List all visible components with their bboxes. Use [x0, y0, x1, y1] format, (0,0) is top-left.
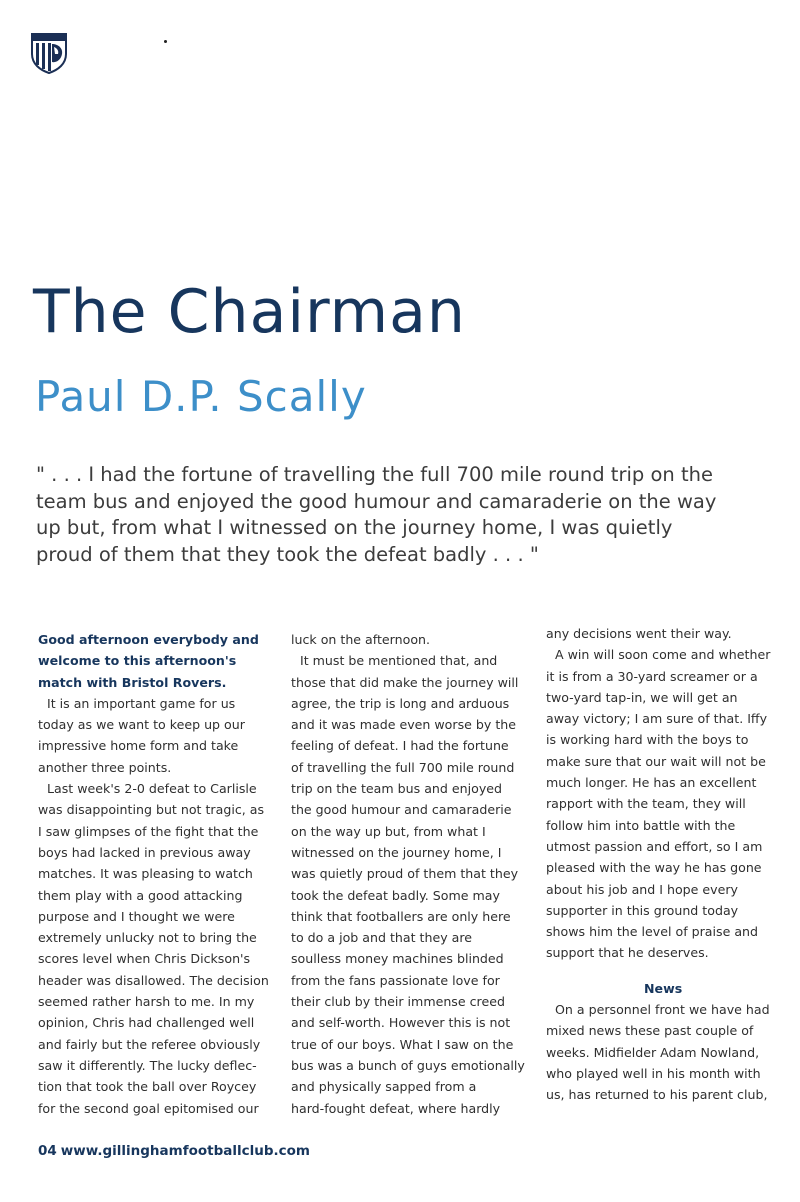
body-line: weeks. Midfielder Adam Nowland, — [546, 1044, 760, 1060]
page-footer — [38, 1143, 310, 1159]
pull-quote-line: up but, from what I witnessed on the journey home, I was quietly — [36, 516, 673, 539]
body-line: header was disallowed. The decision — [38, 972, 269, 988]
body-line: supporter in this ground today — [546, 902, 739, 918]
body-line: Last week's 2-0 defeat to Carlisle — [47, 781, 257, 797]
body-line: any decisions went their way. — [546, 626, 732, 641]
body-line: of travelling the full 700 mile round — [291, 759, 515, 775]
pull-quote — [36, 462, 776, 568]
body-line: them play with a good attacking — [38, 887, 243, 903]
body-line: much longer. He has an excellent — [546, 775, 757, 791]
body-line: the good humour and camaraderie — [291, 802, 512, 818]
body-line: tion that took the ball over Roycey — [38, 1079, 257, 1095]
body-line: about his job and I hope every — [546, 881, 739, 897]
body-line: witnessed on the journey home, I — [291, 844, 502, 860]
body-line: It is an important game for us — [47, 695, 236, 711]
article-column-1 — [38, 629, 269, 1119]
body-line: is working hard with the boys to — [546, 732, 749, 748]
body-line: rapport with the team, they will — [546, 796, 746, 812]
body-line: us, has returned to his parent club, — [546, 1087, 768, 1103]
body-line: bus was a bunch of guys emotionally — [291, 1057, 525, 1073]
body-line: impressive home form and take — [38, 738, 239, 754]
body-line: boys had lacked in previous away — [38, 844, 251, 860]
body-line: saw it differently. The lucky deflec- — [38, 1057, 257, 1073]
body-line: opinion, Chris had challenged well — [38, 1015, 255, 1031]
body-line: scores level when Chris Dickson's — [38, 951, 251, 967]
body-line: utmost passion and effort, so I am — [546, 838, 763, 854]
body-line: true of our boys. What I saw on the — [291, 1036, 514, 1052]
author-name: Paul D.P. Scally — [35, 372, 367, 421]
intro-line: welcome to this afternoon's — [38, 653, 237, 669]
body-line: agree, the trip is long and arduous — [291, 695, 510, 711]
body-line: and self-worth. However this is not — [291, 1015, 511, 1031]
body-line: and it was made even worse by the — [291, 717, 516, 733]
body-line: who played well in his month with — [546, 1065, 761, 1081]
body-line: luck on the afternoon. — [291, 632, 431, 647]
body-line: another three points. — [38, 759, 172, 775]
body-line: their club by their immense creed — [291, 994, 505, 1010]
body-line: soulless money machines blinded — [291, 951, 504, 967]
body-line: and physically sapped from a — [291, 1079, 477, 1095]
body-line: today as we want to keep up our — [38, 717, 245, 733]
body-line: extremely unlucky not to bring the — [38, 930, 257, 946]
body-line: On a personnel front we have had — [555, 1002, 770, 1018]
speck-mark — [164, 40, 167, 43]
body-line: was quietly proud of them that they — [291, 866, 519, 882]
pull-quote-line: proud of them that they took the defeat badly . . . " — [36, 542, 539, 566]
body-line: it is from a 30-yard screamer or a — [546, 668, 758, 684]
pull-quote-line: team bus and enjoyed the good humour and camaraderie on the way — [36, 489, 717, 513]
website-link[interactable]: www.gillinghamfootballclub.com — [60, 1143, 310, 1159]
body-line: trip on the team bus and enjoyed — [291, 781, 503, 797]
body-line: A win will soon come and whether — [555, 647, 771, 663]
body-line: shows him the level of praise and — [546, 924, 759, 940]
body-line: I saw glimpses of the fight that the — [38, 823, 259, 839]
body-line: on the way up but, from what I — [291, 823, 486, 839]
pull-quote-line: " . . . I had the fortune of travelling the full 700 mile round trip on the — [36, 463, 713, 486]
body-line: was disappointing but not tragic, as — [38, 802, 265, 818]
body-line: from the fans passionate love for — [291, 972, 500, 988]
intro-line: match with Bristol Rovers. — [38, 674, 227, 690]
page-title: The Chairman — [33, 277, 466, 347]
club-crest-icon — [30, 30, 68, 74]
body-line: It must be mentioned that, and — [300, 653, 498, 669]
intro-line: Good afternoon everybody and — [38, 632, 259, 647]
article-column-2 — [291, 629, 525, 1119]
body-line: matches. It was pleasing to watch — [38, 866, 253, 882]
body-line: took the defeat badly. Some may — [291, 887, 500, 903]
body-line: follow him into battle with the — [546, 817, 736, 833]
page-number: 04 — [38, 1143, 57, 1159]
article-column-3 — [546, 623, 770, 1106]
body-line: two-yard tap-in, we will get an — [546, 689, 738, 705]
body-line: support that he deserves. — [546, 945, 709, 961]
body-line: purpose and I thought we were — [38, 908, 235, 924]
body-line: think that footballers are only here — [291, 908, 511, 924]
body-line: away victory; I am sure of that. Iffy — [546, 711, 768, 727]
body-line: to do a job and that they are — [291, 930, 473, 946]
body-line: seemed rather harsh to me. In my — [38, 994, 255, 1010]
body-line: those that did make the journey will — [291, 674, 519, 690]
body-line: for the second goal epitomised our — [38, 1100, 259, 1116]
body-line: pleased with the way he has gone — [546, 860, 762, 876]
body-line: and fairly but the referee obviously — [38, 1036, 261, 1052]
body-line: hard-fought defeat, where hardly — [291, 1100, 501, 1116]
body-line: mixed news these past couple of — [546, 1023, 754, 1039]
news-heading: News — [644, 980, 683, 996]
body-line: make sure that our wait will not be — [546, 753, 766, 769]
body-line: feeling of defeat. I had the fortune — [291, 738, 509, 754]
